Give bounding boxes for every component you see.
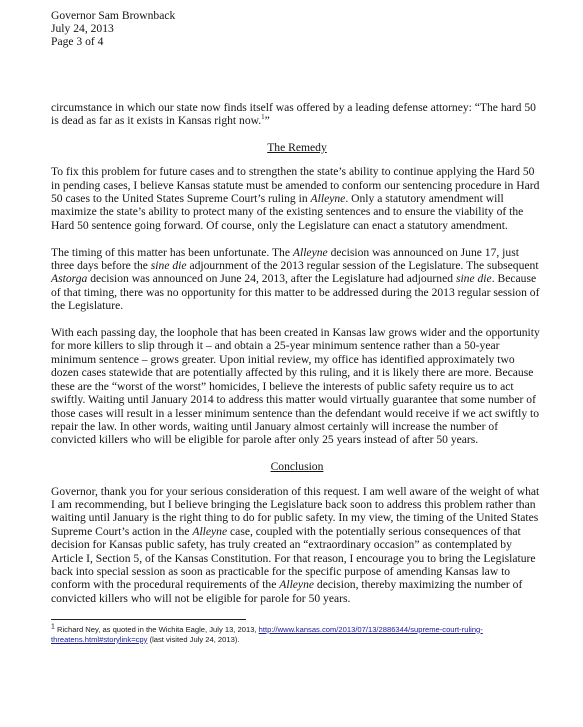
footnote-source: Richard Ney, as quoted in the Wichita Eagle, July 13, 2013, — [54, 624, 259, 634]
conclusion-paragraph: Governor, thank you for your serious consideration of this request. I am well aware of the weight of what I am recommending, but I believe bringing the Legislature back soon to address this problem rather than waiting until January is the right thing to do for public safety. In my view, the timing of the United States Supreme Court’s action in the Alleyne case, coupled with the potentially serious consequences of that decision for Kansas public safety, has truly created an “extraordinary occasion” as contemplated by Article I, Section 5, of the Kansas Constitution. For that reason, I encourage you to bring the Legislature back into special session as soon as practicable for the specific purpose of amending Kansas law to conform with the procedural requirements of the Alleyne decision, thereby maximizing the number of convicted killers who will not be eligible for parole for 50 years. — [51, 484, 540, 605]
footnote-accessed: (last visited July 24, 2013). — [147, 634, 240, 644]
remedy-heading: The Remedy — [267, 140, 327, 154]
letter-body — [51, 101, 543, 645]
footnote-link[interactable]: http://www.kansas.com/2013/07/13/2886344/supreme-court-ruling-threatens.html#storylink=cpy — [51, 624, 483, 644]
header-date: July 24, 2013 — [51, 22, 114, 36]
footnote-reference[interactable]: 1 — [261, 113, 265, 122]
footnote-divider — [51, 619, 246, 620]
letter-header — [51, 9, 543, 49]
conclusion-heading: Conclusion — [270, 460, 324, 474]
header-recipient: Governor Sam Brownback — [51, 9, 176, 22]
footnote — [51, 625, 543, 645]
intro-paragraph: circumstance in which our state now finds itself was offered by a leading defense attorney: “The hard 50 is dead as far as it exists in Kansas right now.$^1$” — [51, 100, 536, 128]
remedy-paragraph-1: To fix this problem for future cases and to strengthen the state’s ability to continue applying the Hard 50 in pending cases, I believe Kansas statute must be amended to conform our sentencing procedure in Hard 50 cases to the United States Supreme Court’s ruling in Alleyne. Only a statutory amendment will maximize the state’s ability to protect many of the existing sentences and to ensure the viability of the Hard 50 sentence going forward. Of course, only the Legislature can enact a statutory amendment. — [51, 165, 540, 232]
remedy-paragraph-3: With each passing day, the loophole that has been created in Kansas law grows wider and the opportunity for more killers to slip through it – and obtain a 25-year minimum sentence rather than a 50-year minimum sentence – grows greater. Upon initial review, my office has identified approximately two dozen cases statewide that are potentially affected by this ruling, and it is likely there are more. Because these are the “worst of the worst” homicides, I believe the interests of public safety require us to act swiftly. Waiting until January 2014 to address this matter would virtually guarantee that some number of those cases will result in a lesser minimum sentence than the defendant would receive if we act swiftly to repair the law. In other words, waiting until January almost certainly will increase the number of convicted killers who will be eligible for parole after only 25 years instead of after 50 years. — [51, 326, 540, 447]
footnote-number: 1 — [51, 623, 55, 631]
remedy-paragraph-2: The timing of this matter has been unfortunate. The Alleyne decision was announced on June 17, just three days before the sine die adjournment of the 2013 regular session of the Legislature. The subsequent Astorga decision was announced on June 24, 2013, after the Legislature had adjourned sine die. Because of that timing, there was no opportunity for this matter to be addressed during the 2013 regular session of the Legislature. — [51, 245, 540, 313]
header-page-number: Page 3 of 4 — [51, 35, 104, 49]
